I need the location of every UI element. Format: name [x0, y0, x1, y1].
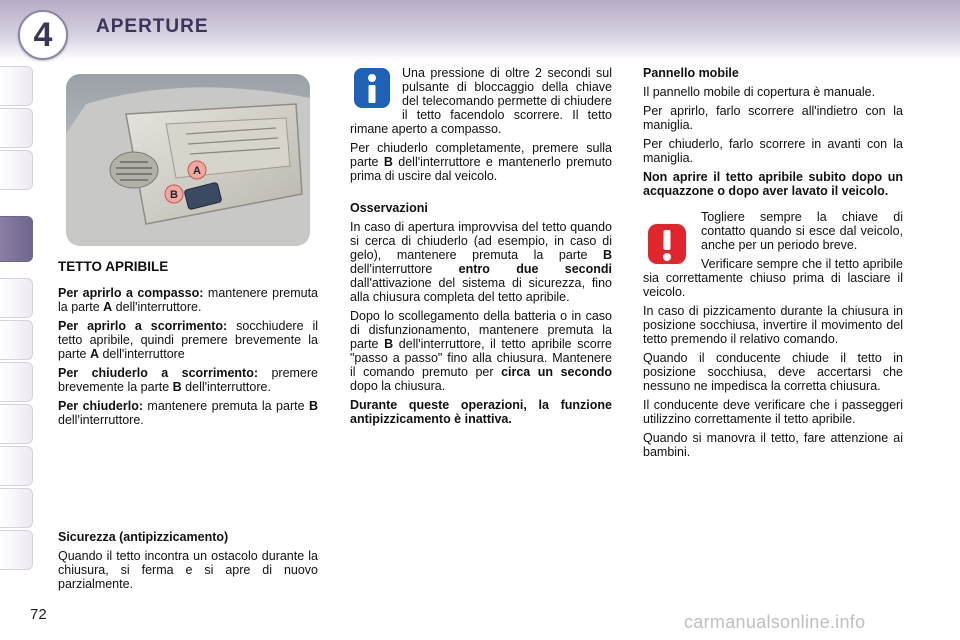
warning-icon [646, 222, 688, 266]
chapter-number: 4 [33, 15, 53, 54]
chapter-tab[interactable] [0, 320, 33, 360]
paragraph: Quando il conducente chiude il tetto in posizione socchiusa, deve accertarsi che nessuno ne impedisca la corretta chiusura. [643, 351, 903, 393]
paragraph: In caso di apertura improvvisa del tetto quando si cerca di chiuderlo (ad esempio, in caso di gelo), mantenere premuta la parte B dell'interruttore entro due secondi dall'attivazione del sistema di sicurezza, fino alla chiusura completa del tetto apribile. [350, 220, 612, 304]
paragraph: Per aprirlo a scorrimento: socchiudere il tetto apribile, quindi premere brevemente la parte A dell'interruttore [58, 319, 318, 361]
paragraph: Per aprirlo a compasso: mantenere premuta la parte A dell'interruttore. [58, 286, 319, 314]
section-title: TETTO APRIBILE [58, 259, 169, 274]
info-note: Una pressione di oltre 2 secondi sul pulsante di bloccaggio della chiave del telecomando permette di chiudere il tetto facendolo scorrere. Il tetto rimane aperto a compasso. [350, 66, 612, 136]
chapter-tab[interactable] [0, 108, 33, 148]
left-column [58, 260, 318, 432]
chapter-tab-active[interactable] [0, 216, 33, 262]
chapter-tab[interactable] [0, 150, 33, 190]
paragraph: Verificare sempre che il tetto apribile sia correttamente chiuso prima di lasciare il veicolo. [643, 257, 903, 299]
paragraph: Il conducente deve verificare che i passeggeri utilizzino correttamente il tetto apribile. [643, 398, 903, 426]
warning-bold: Non aprire il tetto apribile subito dopo un acquazzone o dopo aver lavato il veicolo. [643, 170, 903, 198]
warning-note: Togliere sempre la chiave di contatto quando si esce dal veicolo, anche per un periodo breve. [701, 210, 903, 252]
switch-label-a: A [193, 165, 201, 177]
paragraph: In caso di pizzicamento durante la chiusura in posizione socchiusa, invertire il movimento del tetto premendo il relativo comando. [643, 304, 903, 346]
observations-title: Osservazioni [350, 201, 428, 215]
paragraph: Per chiuderlo a scorrimento: premere brevemente la parte B dell'interruttore. [58, 366, 318, 394]
chapter-tab[interactable] [0, 66, 33, 106]
paragraph: Per chiuderlo completamente, premere sulla parte B dell'interruttore e mantenerlo premuto prima di uscire dal veicolo. [350, 141, 612, 183]
switch-label-b: B [170, 189, 178, 201]
panel-title: Pannello mobile [643, 66, 739, 80]
sunroof-switch-photo [66, 74, 310, 246]
safety-section [58, 530, 318, 596]
page-number: 72 [30, 606, 47, 623]
safety-title: Sicurezza (antipizzicamento) [58, 530, 229, 544]
chapter-tab[interactable] [0, 362, 33, 402]
watermark: carmanualsonline.info [684, 612, 866, 632]
chapter-tab[interactable] [0, 530, 33, 570]
chapter-tab[interactable] [0, 278, 33, 318]
chapter-tab[interactable] [0, 446, 33, 486]
chapter-tab[interactable] [0, 404, 33, 444]
chapter-title: APERTURE [96, 16, 209, 37]
note-bold: Durante queste operazioni, la funzione antipizzicamento è inattiva. [350, 398, 612, 426]
paragraph: Per aprirlo, farlo scorrere all'indietro con la maniglia. [643, 104, 903, 132]
safety-text: Quando il tetto incontra un ostacolo durante la chiusura, si ferma e si apre di nuovo parzialmente. [58, 549, 318, 591]
paragraph: Per chiuderlo: mantenere premuta la parte B dell'interruttore. [58, 399, 318, 427]
paragraph: Dopo lo scollegamento della batteria o in caso di disfunzionamento, mantenere premuta la parte B dell'interruttore, il tetto apribile scorre "passo a passo" fino alla chiusura. Mantenere il comando premuto per circa un secondo dopo la chiusura. [350, 309, 613, 393]
chapter-number-badge [18, 10, 68, 60]
paragraph: Il pannello mobile di copertura è manuale. [643, 85, 876, 99]
paragraph: Quando si manovra il tetto, fare attenzione ai bambini. [643, 431, 903, 459]
paragraph: Per chiuderlo, farlo scorrere in avanti con la maniglia. [643, 137, 903, 165]
chapter-tab[interactable] [0, 488, 33, 528]
middle-column [350, 66, 612, 431]
